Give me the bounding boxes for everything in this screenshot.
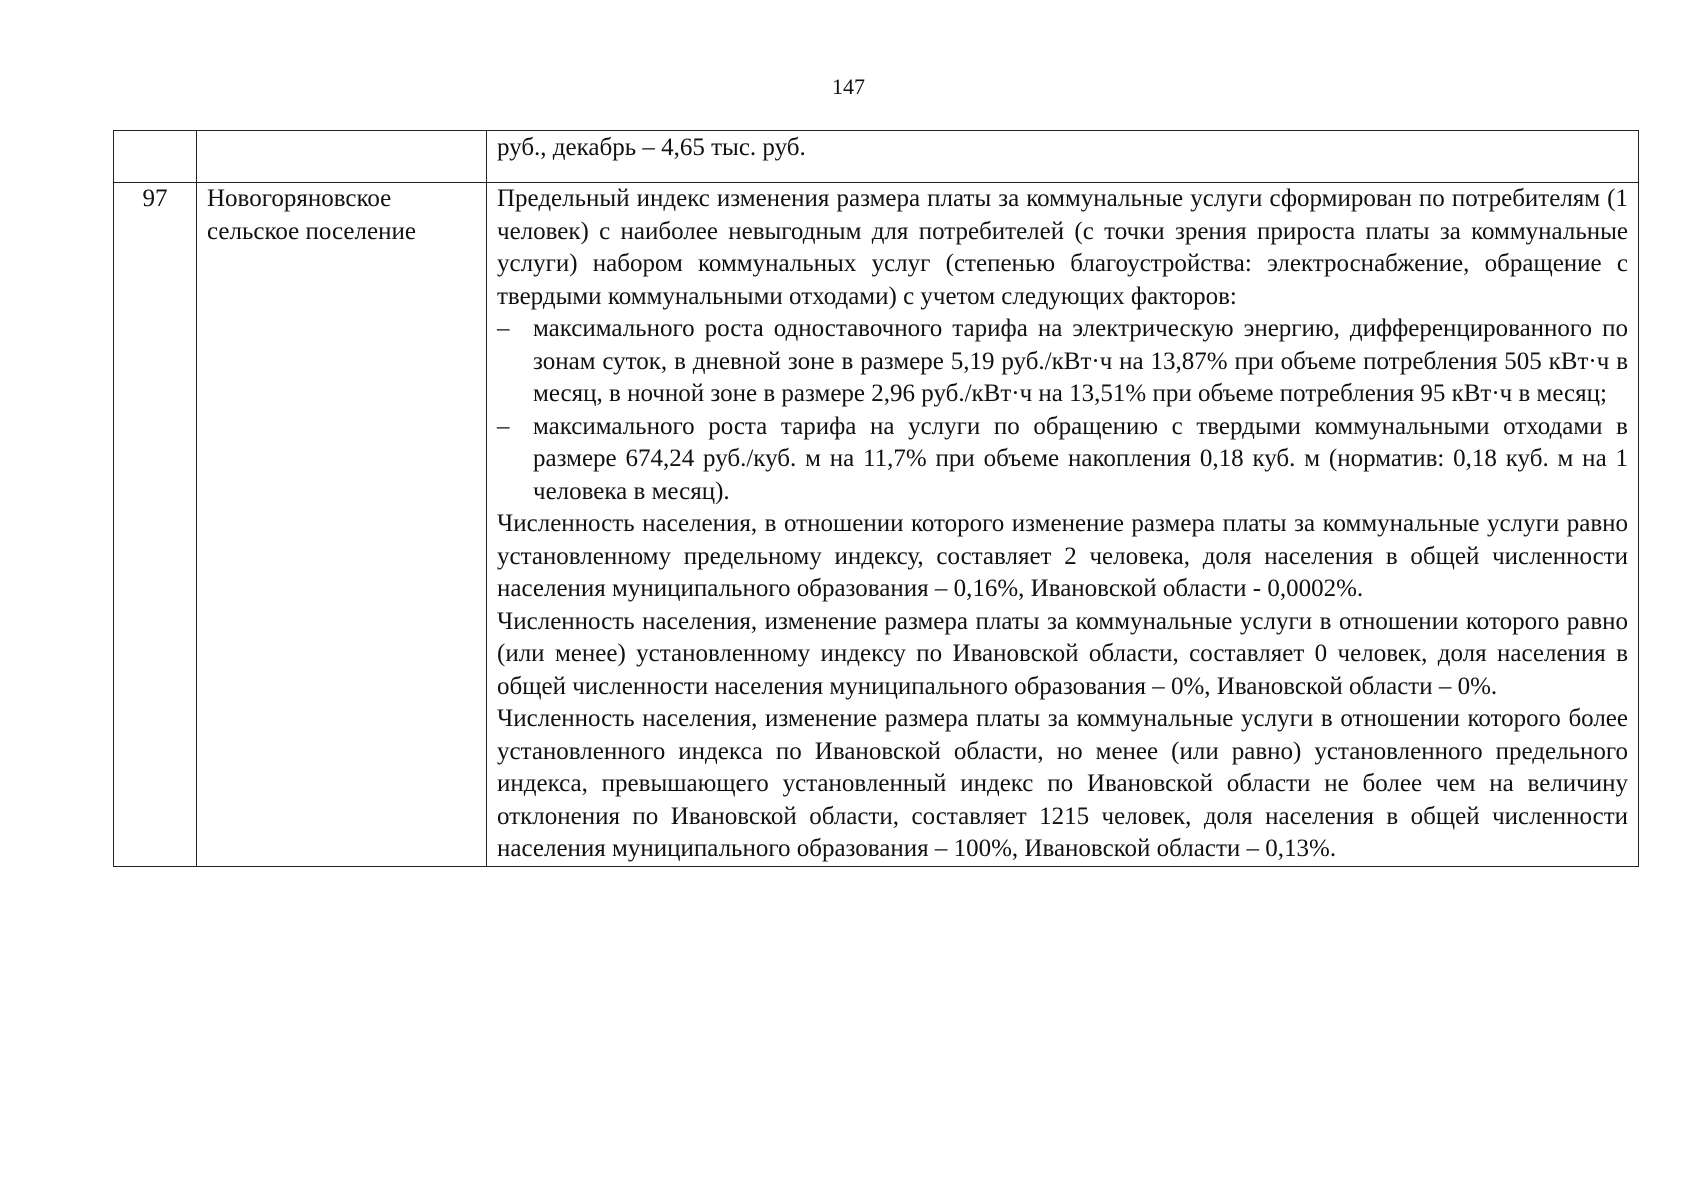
population-paragraph: Численность населения, изменение размера платы за коммунальные услуги в отношении которого более установленного индекса по Ивановской области, но менее (или равно) установленного предельного индекса, превышающего установленный индекс по Ивановской области не более чем на величину отклонения по Ивановской области, составляет 1215 человек, доля населения в общей численности населения муниципального образования – 100%, Ивановской области – 0,13%. <box>497 705 1628 862</box>
intro-paragraph: Предельный индекс изменения размера платы за коммунальные услуги сформирован по потребителям (1 человек) с наиболее невыгодным для потребителей (с точки зрения прироста платы за коммунальные услуги) набором коммунальных услуг (степенью благоустройства: электроснабжение, обращение с твердыми коммунальными отходами) с учетом следующих факторов: <box>497 185 1628 310</box>
cell-municipality <box>197 131 487 183</box>
population-paragraph: Численность населения, изменение размера платы за коммунальные услуги в отношении которого равно (или менее) установленному индексу по Ивановской области, составляет 0 человек, доля населения в общей численности населения муниципального образования – 0%, Ивановской области – 0%. <box>497 607 1628 700</box>
dash-marker: – <box>497 315 510 342</box>
bullet-text: максимального роста тарифа на услуги по обращению с твердыми коммунальными отходами в размере 674,24 руб./куб. м на 11,7% при объеме накопления 0,18 куб. м (норматив: 0,18 куб. м на 1 человека в месяц). <box>533 412 1628 505</box>
cell-description <box>487 183 1639 867</box>
population-paragraph: Численность населения, в отношении которого изменение размера платы за коммунальные услуги равно установленному предельному индексу, составляет 2 человека, доля населения в общей численности населения муниципального образования – 0,16%, Ивановской области - 0,0002%. <box>497 510 1628 602</box>
municipal-index-table <box>113 130 1639 867</box>
table-row <box>114 183 1639 867</box>
cell-number: 97 <box>114 183 197 867</box>
cell-municipality: Новогоряновское сельское поселение <box>197 183 487 867</box>
page-number: 147 <box>832 74 865 99</box>
cell-description: руб., декабрь – 4,65 тыс. руб. <box>487 131 1639 183</box>
bullet-text: максимального роста одноставочного тарифа на электрическую энергию, дифференцированного по зонам суток, в дневной зоне в размере 5,19 руб./кВт·ч на 13,87% при объеме потребления 505 кВт·ч в месяц, в ночной зоне в размере 2,96 руб./кВт·ч на 13,51% при объеме потребления 95 кВт·ч в месяц; <box>533 315 1628 407</box>
table-row-continuation <box>114 131 1639 183</box>
cell-number <box>114 131 197 183</box>
factor-bullet <box>497 313 1628 411</box>
dash-marker: – <box>497 412 510 440</box>
factor-bullet <box>497 411 1628 509</box>
